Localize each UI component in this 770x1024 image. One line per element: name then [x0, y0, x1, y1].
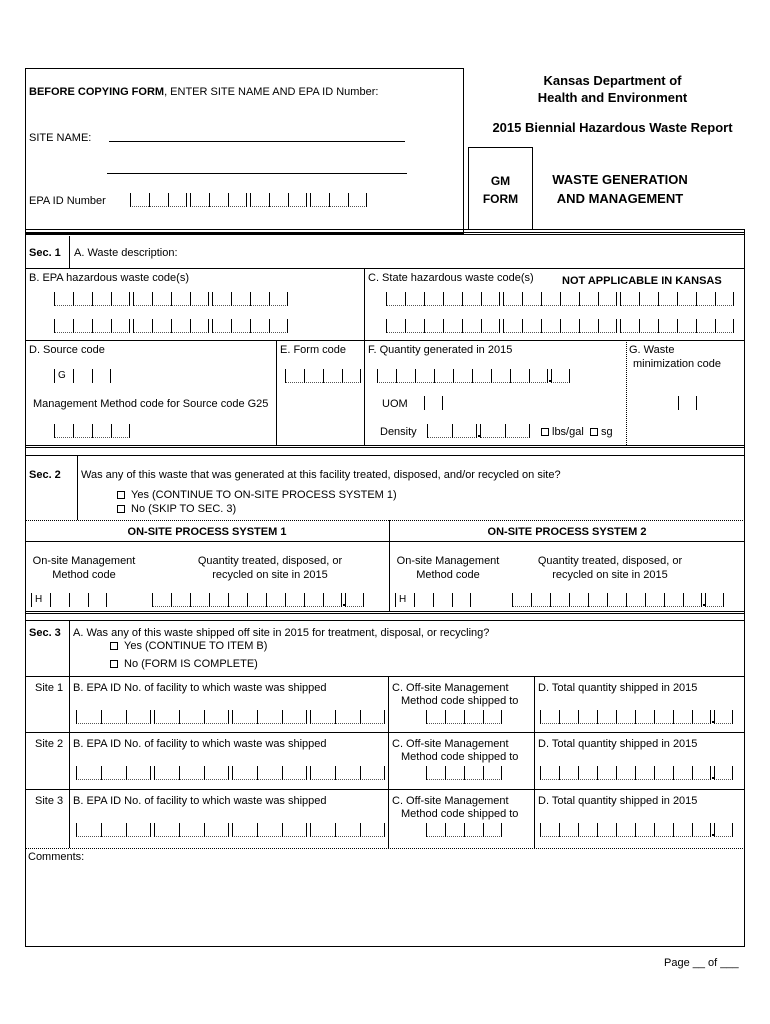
- divider: [25, 611, 745, 614]
- form-code-line2: FORM: [482, 192, 519, 206]
- system2-quantity-field[interactable]: [512, 593, 724, 607]
- site2-epa-id-label: B. EPA ID No. of facility to which waste was shipped: [73, 738, 327, 750]
- site1-method-field[interactable]: [426, 710, 502, 724]
- sec2-yes-checkbox[interactable]: [117, 491, 125, 499]
- sec3-yes-checkbox[interactable]: [110, 642, 118, 650]
- sec2-question: Was any of this waste that was generated at this facility treated, disposed, and/or recycled on site?: [81, 469, 561, 481]
- site-name-field-line1[interactable]: [109, 141, 405, 142]
- divider: [25, 455, 745, 456]
- site3-method-label: C. Off-site Management Method code shipped to: [392, 795, 519, 820]
- density-field[interactable]: [427, 424, 530, 438]
- form-code-field[interactable]: [285, 369, 361, 383]
- site2-label: Site 2: [35, 738, 64, 750]
- divider: [25, 620, 745, 621]
- divider: [25, 268, 745, 269]
- divider: [25, 676, 745, 677]
- sec3-label: Sec. 3: [29, 627, 61, 639]
- divider: [388, 676, 389, 848]
- epa-waste-code-row2[interactable]: [54, 319, 288, 333]
- form-code-label: E. Form code: [280, 344, 347, 356]
- uom-label: UOM: [382, 398, 408, 410]
- system1-quantity-label: Quantity treated, disposed, or recycled on site in 2015: [197, 555, 343, 581]
- form-title: [535, 170, 705, 208]
- sec2-yes-option[interactable]: Yes (CONTINUE TO ON-SITE PROCESS SYSTEM 1): [117, 489, 397, 502]
- sec2-label-divider: [77, 456, 78, 520]
- sg-checkbox[interactable]: [590, 428, 598, 436]
- divider: [25, 232, 745, 235]
- main-form-frame: [25, 229, 745, 947]
- before-copying-rest: , ENTER SITE NAME AND EPA ID Number:: [164, 86, 379, 98]
- report-title: 2015 Biennial Hazardous Waste Report: [492, 120, 733, 135]
- site2-method-label: C. Off-site Management Method code shipped to: [392, 738, 519, 763]
- site2-quantity-field[interactable]: [540, 766, 733, 780]
- site1-method-label: C. Off-site Management Method code shipped to: [392, 682, 519, 707]
- epa-id-label: EPA ID Number: [29, 195, 106, 207]
- source-code-field[interactable]: G: [54, 369, 111, 383]
- divider: [364, 268, 365, 445]
- epa-waste-code-row1[interactable]: [54, 292, 288, 306]
- site1-quantity-field[interactable]: [540, 710, 733, 724]
- divider: [25, 520, 745, 521]
- site1-epa-id-field[interactable]: [76, 710, 385, 724]
- quantity-generated-field[interactable]: [377, 369, 570, 383]
- site-name-label: SITE NAME:: [29, 132, 92, 144]
- system2-method-field[interactable]: H: [395, 593, 471, 607]
- management-method-g25-label: Management Method code for Source code G25: [33, 398, 269, 410]
- site3-epa-id-field[interactable]: [76, 823, 385, 837]
- agency-line2: Health and Environment: [537, 90, 688, 105]
- divider: [25, 541, 745, 542]
- divider: [25, 732, 745, 733]
- site2-quantity-label: D. Total quantity shipped in 2015: [538, 738, 698, 750]
- divider: [626, 340, 627, 445]
- site3-quantity-label: D. Total quantity shipped in 2015: [538, 795, 698, 807]
- process-system-2-title: ON-SITE PROCESS SYSTEM 2: [487, 526, 647, 538]
- form-title-line1: WASTE GENERATION: [552, 172, 688, 187]
- sec2-no-option[interactable]: No (SKIP TO SEC. 3): [117, 503, 236, 516]
- sec1-label: Sec. 1: [29, 247, 61, 259]
- before-copying-bold: BEFORE COPYING FORM: [29, 86, 165, 98]
- divider: [25, 445, 745, 448]
- form-title-line2: AND MANAGEMENT: [556, 191, 684, 206]
- epa-waste-code-label: B. EPA hazardous waste code(s): [29, 272, 189, 284]
- sec3-no-checkbox[interactable]: [110, 660, 118, 668]
- agency-line1: Kansas Department of: [543, 73, 682, 88]
- quantity-generated-label: F. Quantity generated in 2015: [368, 344, 513, 356]
- header-epa-id-field[interactable]: [130, 193, 367, 207]
- waste-description-label: A. Waste description:: [74, 247, 178, 259]
- site3-quantity-field[interactable]: [540, 823, 733, 837]
- site3-epa-id-label: B. EPA ID No. of facility to which waste was shipped: [73, 795, 327, 807]
- state-waste-code-row2[interactable]: [386, 319, 734, 333]
- not-applicable-note: NOT APPLICABLE IN KANSAS: [562, 275, 722, 287]
- waste-minimization-field[interactable]: [678, 396, 697, 410]
- divider: [25, 340, 745, 341]
- system1-method-label: On-site Management Method code: [32, 555, 136, 581]
- sec2-no-checkbox[interactable]: [117, 505, 125, 513]
- divider: [25, 848, 745, 849]
- sg-label: sg: [601, 426, 613, 438]
- site3-method-field[interactable]: [426, 823, 502, 837]
- sec2-label: Sec. 2: [29, 469, 61, 481]
- waste-minimization-label: G. Waste minimization code: [629, 344, 722, 370]
- lbs-gal-checkbox[interactable]: [541, 428, 549, 436]
- page-number: Page __ of ___: [664, 957, 739, 969]
- state-waste-code-label: C. State hazardous waste code(s): [368, 272, 534, 284]
- agency-name: [470, 72, 755, 106]
- site3-label: Site 3: [35, 795, 64, 807]
- site1-epa-id-label: B. EPA ID No. of facility to which waste was shipped: [73, 682, 327, 694]
- sec3-yes-option[interactable]: Yes (CONTINUE TO ITEM B): [110, 640, 267, 653]
- density-unit-lbs-gal-option[interactable]: [541, 426, 584, 439]
- divider: [276, 340, 277, 445]
- management-method-g25-field[interactable]: [54, 424, 130, 438]
- divider: [25, 789, 745, 790]
- density-label: Density: [380, 426, 417, 438]
- before-copying-instruction: [29, 86, 378, 99]
- site1-quantity-label: D. Total quantity shipped in 2015: [538, 682, 698, 694]
- site2-method-field[interactable]: [426, 766, 502, 780]
- waste-description-input[interactable]: [200, 240, 740, 264]
- source-code-label: D. Source code: [29, 344, 105, 356]
- state-waste-code-row1[interactable]: [386, 292, 734, 306]
- divider: [534, 676, 535, 848]
- sec3-label-divider: [69, 620, 70, 848]
- system1-method-field[interactable]: H: [31, 593, 107, 607]
- process-system-1-title: ON-SITE PROCESS SYSTEM 1: [127, 526, 287, 538]
- density-unit-sg-option[interactable]: [590, 426, 613, 439]
- sec1-label-divider: [69, 236, 70, 268]
- sec3-no-option[interactable]: No (FORM IS COMPLETE): [110, 658, 258, 671]
- sec3-question: A. Was any of this waste shipped off site in 2015 for treatment, disposal, or recycling?: [73, 627, 490, 639]
- comments-textarea[interactable]: [28, 866, 740, 944]
- system2-quantity-label: Quantity treated, disposed, or recycled on site in 2015: [537, 555, 683, 581]
- form-code: [468, 172, 533, 208]
- system1-quantity-field[interactable]: [152, 593, 364, 607]
- site1-label: Site 1: [35, 682, 64, 694]
- site2-epa-id-field[interactable]: [76, 766, 385, 780]
- comments-label: Comments:: [28, 851, 85, 863]
- uom-field[interactable]: [424, 396, 443, 410]
- form-code-line1: GM: [490, 174, 511, 188]
- site-name-field-line2[interactable]: [107, 173, 407, 174]
- system2-method-label: On-site Management Method code: [396, 555, 500, 581]
- lbs-gal-label: lbs/gal: [552, 426, 584, 438]
